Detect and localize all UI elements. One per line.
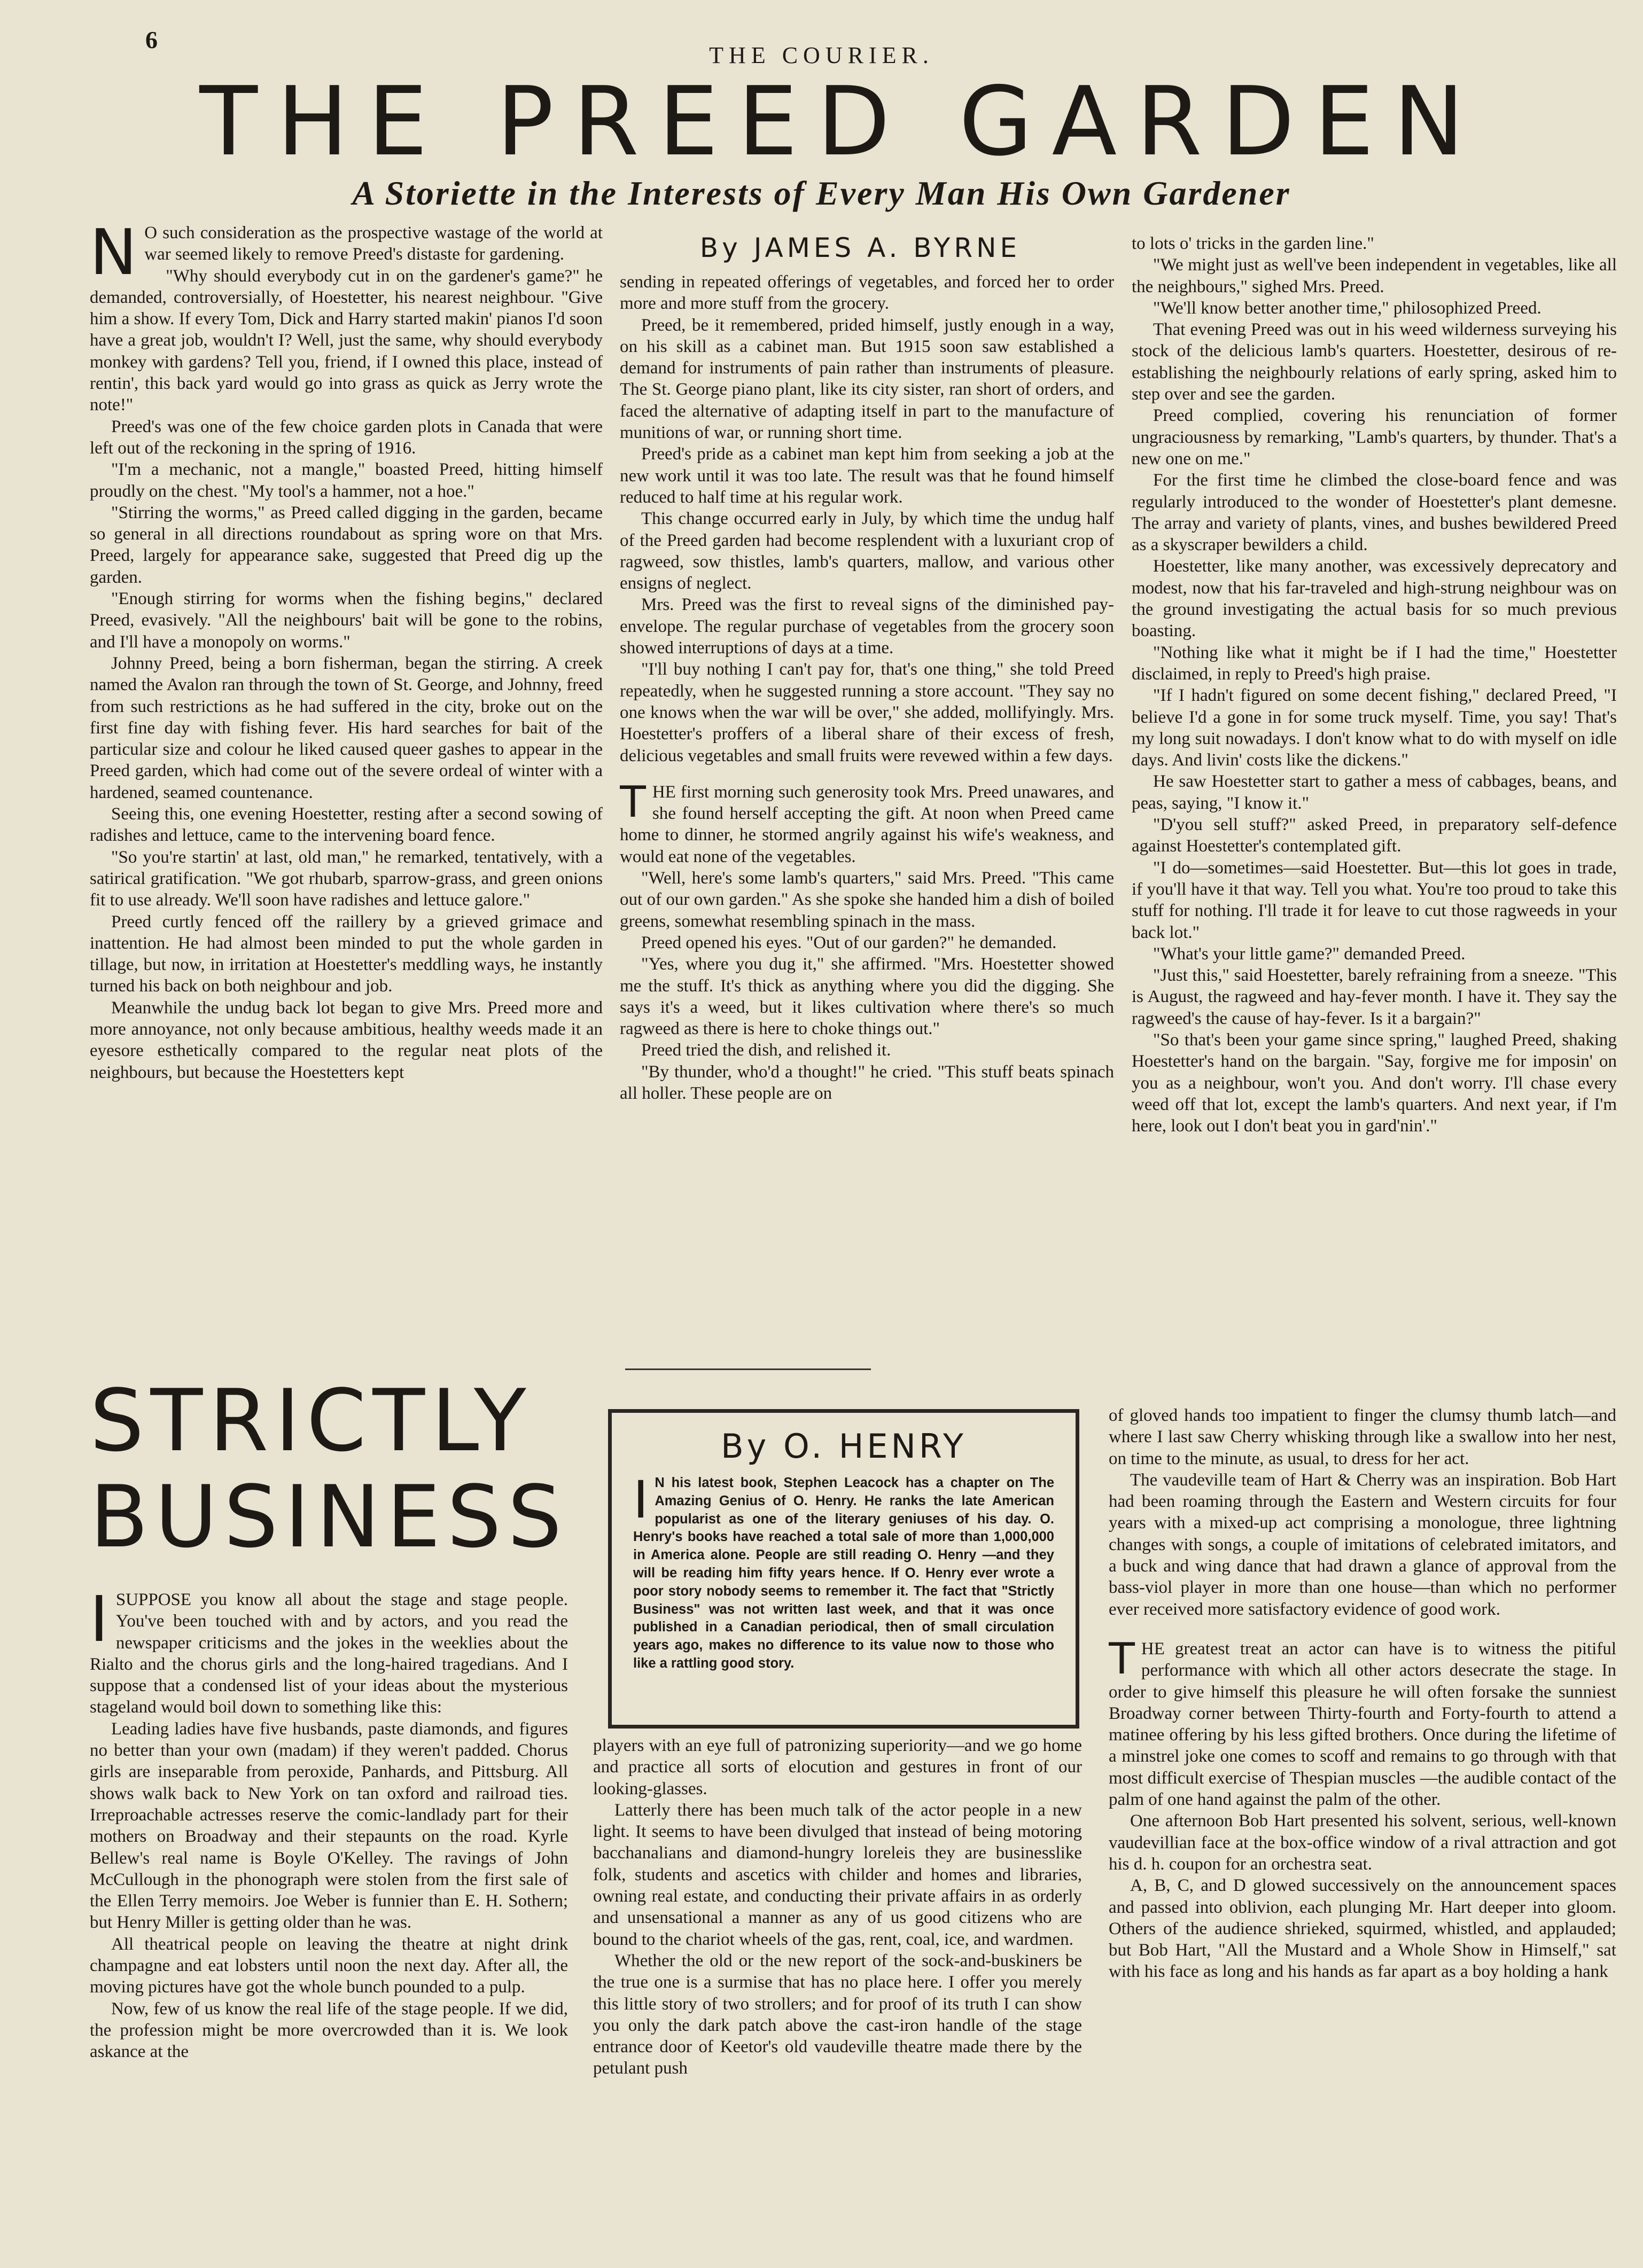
paragraph: N O such consideration as the prospective wastage of the world at war seemed likely to remove Preed's distaste for gardening. bbox=[90, 222, 603, 289]
paragraph: Leading ladies have five husbands, paste diamonds, and figures no better than your own (madam) if they weren't padded. Chorus girls are inseparable from peroxide, Panhards, and Pittsburg. All shows walk back to New York on tan oxford and railroad ties. Irreproachable actresses reserve the comic-landlady part for their mothers on Broadway and their stepaunts on the road. Kyrle Bellew's real name is Boyle O'Kelley. The ravings of John McCullough in the phonograph were stolen from the first sale of the Ellen Terry memoirs. Joe Weber is funnier than E. H. Sothern; but Henry Miller is getting older than he was. bbox=[90, 1719, 568, 1933]
story2-title-line-2: BUSINESS bbox=[90, 1467, 569, 1567]
drop-cap: T bbox=[1109, 1633, 1135, 1684]
paragraph: "We might just as well've been independent in vegetables, like all the neighbours," sighed Mrs. Preed. bbox=[1132, 255, 1617, 296]
paragraph: "We'll know better another time," philosophized Preed. bbox=[1153, 298, 1541, 318]
paragraph: "I'll buy nothing I can't pay for, that's one thing," she told Preed repeatedly, when he suggested running a store account. "They say no one knows when the war will be over," she added, mollifyingly. Mrs. Hoestetter's proffers of a liberal share of their excess of fresh, delicious vegetables and small fruits were revewed within a few days. bbox=[620, 660, 1114, 765]
paragraph: Now, few of us know the real life of the stage people. If we did, the profession might be more overcrowded than it is. We look askance at the bbox=[90, 1999, 568, 2062]
drop-cap: T bbox=[620, 777, 646, 827]
paragraph: Meanwhile the undug back lot began to give Mrs. Preed more and more annoyance, not only because ambitious, healthy weeds made it an eyesore esthetically compared to the regular neat plots of the neighbours, but because the Hoestetters kept bbox=[90, 998, 603, 1082]
paragraph: "I do—sometimes—said Hoestetter. But—this lot goes in trade, if you'll have it that way. Tell you what. You're too proud to take this stuff for nothing. I'll trade it for leave to cut those ragweeds in your back lot." bbox=[1132, 858, 1617, 942]
paragraph: Seeing this, one evening Hoestetter, resting after a second sowing of radishes and lettuce, came to the intervening board fence. bbox=[90, 804, 603, 846]
paragraph: "So that's been your game since spring," laughed Preed, shaking Hoestetter's hand on the bargain. "Say, forgive me for imposin' on you as a neighbour, won't you. And don't worry. I'll chase every weed off that lot, except the lamb's quarters. And next year, if I'm here, look out I don't beat you in gard'nin'." bbox=[1132, 1030, 1617, 1136]
paragraph: That evening Preed was out in his weed wilderness surveying his stock of the delicious lamb's quarters. Hoestetter, desirous of re-establishing the neighbourly relations of early spring, asked him to step over and see the garden. bbox=[1132, 320, 1617, 404]
paragraph: Preed curtly fenced off the raillery by a grieved grimace and inattention. He had almost been minded to put the whole garden in tillage, but now, in irritation at Hoestetter's meddling ways, he instantly turned his back on both neighbour and job. bbox=[90, 912, 603, 996]
masthead: THE COURIER. bbox=[709, 42, 934, 68]
paragraph: For the first time he climbed the close-board fence and was regularly introduced to the wonder of Hoestetter's plant demesne. The array and variety of plants, vines, and bushes bewildered Preed as a skyscraper bewilders a child. bbox=[1132, 471, 1617, 555]
paragraph: "So you're startin' at last, old man," he remarked, tentatively, with a satirical gratification. "We got rhubarb, sparrow-grass, and green onions fit to use already. We'll soon have radishes and lettuce galore." bbox=[90, 847, 603, 910]
paragraph: to lots o' tricks in the garden line." bbox=[1132, 234, 1374, 253]
paragraph: "Just this," said Hoestetter, barely refraining from a sneeze. "This is August, the ragweed and hay-fever month. I have it. They say the ragweed's the cause of hay-fever. Is it a bargain?" bbox=[1132, 966, 1617, 1028]
paragraph: Hoestetter, like many another, was excessively deprecatory and modest, now that his far-traveled and high-strung neighbour was on the ground investigating the actual basis for so much previous boasting. bbox=[1132, 557, 1617, 641]
paragraph: Preed complied, covering his renunciation of former ungraciousness by remarking, "Lamb's quarters, by thunder. That's a new one on me." bbox=[1132, 406, 1617, 468]
paragraph: of gloved hands too impatient to finger the clumsy thumb latch—and where I last saw Cherry whisking through like a swallow into her nest, on time to the minute, as usual, to dress for her act. bbox=[1109, 1406, 1616, 1468]
paragraph: "Well, here's some lamb's quarters," said Mrs. Preed. "This came out of our own garden." As she spoke she handed him a dish of boiled greens, somewhat resembling spinach in the mass. bbox=[620, 869, 1114, 931]
paragraph: Preed opened his eyes. "Out of our garden?" he demanded. bbox=[641, 933, 1057, 952]
paragraph: sending in repeated offerings of vegetables, and forced her to order more and more stuff from the grocery. bbox=[620, 272, 1114, 314]
paragraph: "Yes, where you dug it," she affirmed. "Mrs. Hoestetter showed me the stuff. It's thick as anything where you did the digging. She says it's a weed, but it likes cultivation where there's so much ragweed as there is here to choke things out." bbox=[620, 955, 1114, 1039]
paragraph: "By thunder, who'd a thought!" he cried. "This stuff beats spinach all holler. These people are on bbox=[620, 1062, 1114, 1103]
paragraph: Johnny Preed, being a born fisherman, began the stirring. A creek named the Avalon ran through the town of St. George, and Johnny, freed from such restrictions as he had suffered in the city, broke out on the first fine day with fishing fever. His hard searches for bait of the particular size and colour he liked caused queer gashes to appear in the Preed garden, which had come out of the severe ordeal of winter with a hardened, seamed countenance. bbox=[90, 653, 603, 802]
paragraph: "Why should everybody cut in on the gardener's game?" he demanded, controversially, of Hoestetter, his nearest neighbour. "Give him a show. If every Tom, Dick and Harry started makin' pianos I'd soon have a great job, wouldn't I? Well, just the same, why should everybody monkey with gardens? Tell you, friend, if I owned this place, instead of rentin', this back yard would go into grass as quick as Jerry wrote the note!" bbox=[90, 266, 603, 415]
story1-column-1 bbox=[90, 222, 603, 1355]
paragraph: A, B, C, and D glowed successively on the announcement spaces and passed into oblivion, each plunging Mr. Hart deeper into gloom. Others of the audience shrieked, squirmed, whistled, and applauded; but Bob Hart, "All the Mustard and a Whole Show in Himself," sat with his face as long and his hands as far apart as a boy holding a hank bbox=[1109, 1876, 1616, 1982]
paragraph: Preed's was one of the few choice garden plots in Canada that were left out of the reckoning in the spring of 1916. bbox=[90, 417, 603, 458]
story-byline: By JAMES A. BYRNE bbox=[699, 232, 1021, 263]
paragraph: Preed tried the dish, and relished it. bbox=[641, 1041, 891, 1060]
paragraph: Preed, be it remembered, prided himself, justly enough in a way, on his skill as a cabinet man. But 1915 soon saw established a demand for instruments of pain rather than instruments of pleasure. The St. George piano plant, like its city sister, ran short of orders, and faced the alternative of adapting itself in part to the manufacture of munitions of war, or running short time. bbox=[620, 315, 1114, 443]
story2-title bbox=[90, 1373, 592, 1565]
story2-title-line-1: STRICTLY bbox=[90, 1371, 533, 1471]
intro-box bbox=[608, 1409, 1079, 1729]
paragraph: "I'm a mechanic, not a mangle," boasted Preed, hitting himself proudly on the chest. "My tool's a hammer, not a hoe." bbox=[90, 460, 603, 501]
story-title: THE PREED GARDEN bbox=[199, 66, 1484, 177]
paragraph: He saw Hoestetter start to gather a mess of cabbages, beans, and peas, saying, "I know it." bbox=[1132, 772, 1617, 813]
column-divider-rule bbox=[625, 1368, 871, 1370]
story2-column-1 bbox=[90, 1589, 568, 2198]
box-byline: By O. HENRY bbox=[721, 1427, 967, 1466]
box-note: I N his latest book, Stephen Leacock has a chapter on The Amazing Genius of O. Henry. He ranks the late American popularist as one of the literary geniuses of his day. O. Henry's books have reached a total sale of more than 1,000,000 in America alone. People are still reading O. Henry —and they will be reading him fifty years hence. If O. Henry ever wrote a poor story nobody seems to remember it. The fact that "Strictly Business" was not written last week, and that it was once published in a Canadian periodical, then of small circulation years ago, makes no difference to its value now to those who like a rattling good story. bbox=[633, 1470, 1054, 1671]
paragraph: Latterly there has been much talk of the actor people in a new light. It seems to have been divulged that instead of being motoring bacchanalians and diamond-hungry loreleis they are businesslike folk, students and ascetics with childer and homes and libraries, owning real estate, and conducting their private affairs in as orderly and unsensational a manner as any of us good citizens who are bound to the chariot wheels of the gas, rent, coal, ice, and wardmen. bbox=[593, 1800, 1082, 1949]
paragraph: All theatrical people on leaving the theatre at night drink champagne and eat lobsters until noon the next day. After all, the moving pictures have got the whole bunch pounded to a pulp. bbox=[90, 1934, 568, 1997]
paragraph: "Enough stirring for worms when the fishing begins," declared Preed, evasively. "All the neighbours' bait will be gone to the robins, and I'll have a monopoly on worms." bbox=[90, 589, 603, 652]
paragraph: "Stirring the worms," as Preed called digging in the garden, became so general in all directions roundabout as spring wore on that Mrs. Preed, largely for appearance sake, suggested that Preed dig up the garden. bbox=[90, 503, 603, 587]
paragraph: Preed's pride as a cabinet man kept him from seeking a job at the new work until it was too late. The result was that he found himself reduced to half time at his regular work. bbox=[620, 444, 1114, 507]
paragraph: One afternoon Bob Hart presented his solvent, serious, well-known vaudevillian face at the box-office window of a rival attraction and got his d. h. coupon for an orchestra seat. bbox=[1109, 1811, 1616, 1874]
paragraph: players with an eye full of patronizing superiority—and we go home and practice all sorts of elocution and gestures in front of our looking-glasses. bbox=[593, 1736, 1082, 1798]
paragraph: THE greatest treat an actor can have is to witness the pitiful performance with which all other actors desecrate the stage. In order to give himself this pleasure he will often forsake the sunniest Broadway corner between Thirty-fourth and Forty-fourth to attend a matinee offering by his less gifted brothers. Once during the lifetime of a minstrel joke one comes to scoff and remains to go through with that most difficult exercise of Thespian muscles —the audible contact of the palm of one hand against the palm of the other. bbox=[1109, 1633, 1616, 1810]
drop-cap: N bbox=[90, 222, 137, 289]
paragraph: The vaudeville team of Hart & Cherry was an inspiration. Bob Hart had been roaming through the Eastern and Western circuits for four years with a mixed-up act comprising a monologue, three lightning changes with songs, a couple of imitations of celebrated imitators, and a buck and wing dance that had drawn a glance of approval from the bass-viol player in more than one house—than which no performer ever received more satisfactory evidence of good work. bbox=[1109, 1470, 1616, 1619]
paragraph: ISUPPOSE you know all about the stage and stage people. You've been touched with and by actors, and you read the newspaper criticisms and the jokes in the weeklies about the Rialto and the chorus girls and the long-haired tragedians. And I suppose that a condensed list of your ideas about the mysterious stageland would boil down to something like this: bbox=[90, 1589, 568, 1717]
paragraph: This change occurred early in July, by which time the undug half of the Preed garden had become resplendent with a luxuriant crop of ragweed, sow thistles, lamb's quarters, mallow, and various other ensigns of neglect. bbox=[620, 509, 1114, 593]
drop-cap: I bbox=[90, 1589, 108, 1656]
paragraph: "What's your little game?" demanded Preed. bbox=[1153, 944, 1466, 964]
story2-column-2 bbox=[593, 1735, 1082, 2205]
paragraph: "Nothing like what it might be if I had the time," Hoestetter disclaimed, in reply to Preed's high praise. bbox=[1132, 643, 1617, 684]
paragraph: THE first morning such generosity took Mrs. Preed unawares, and she found herself accepting the gift. At noon when Preed came home to dinner, he stormed angrily against his wife's weakness, and would eat none of the vegetables. bbox=[620, 777, 1114, 866]
paragraph: Mrs. Preed was the first to reveal signs of the diminished pay-envelope. The regular purchase of vegetables from the grocery soon showed interruptions of days at a time. bbox=[620, 595, 1114, 658]
story-subtitle: A Storiette in the Interests of Every Man His Own Gardener bbox=[352, 174, 1291, 212]
paragraph: "D'you sell stuff?" asked Preed, in preparatory self-defence against Hoestetter's contemplated gift. bbox=[1132, 815, 1617, 856]
story1-column-2 bbox=[620, 271, 1114, 1356]
drop-cap: I bbox=[633, 1470, 649, 1530]
paragraph: Whether the old or the new report of the sock-and-buskiners be the true one is a surmise that has no place here. I offer you merely this little story of two strollers; and for proof of its truth I can show you only the dark patch above the cast-iron handle of the stage entrance door of Keetor's old vaudeville theatre made there by the petulant push bbox=[593, 1951, 1082, 2078]
story2-column-3 bbox=[1109, 1405, 1616, 2206]
story1-column-3 bbox=[1132, 233, 1617, 1355]
page-number: 6 bbox=[145, 26, 158, 53]
paragraph: "If I hadn't figured on some decent fishing," declared Preed, "I believe I'd a gone in for some truck myself. Time, you say! That's my long suit nowadays. I don't know what to do with myself on idle days. And livin' costs like the dickens." bbox=[1132, 686, 1617, 770]
